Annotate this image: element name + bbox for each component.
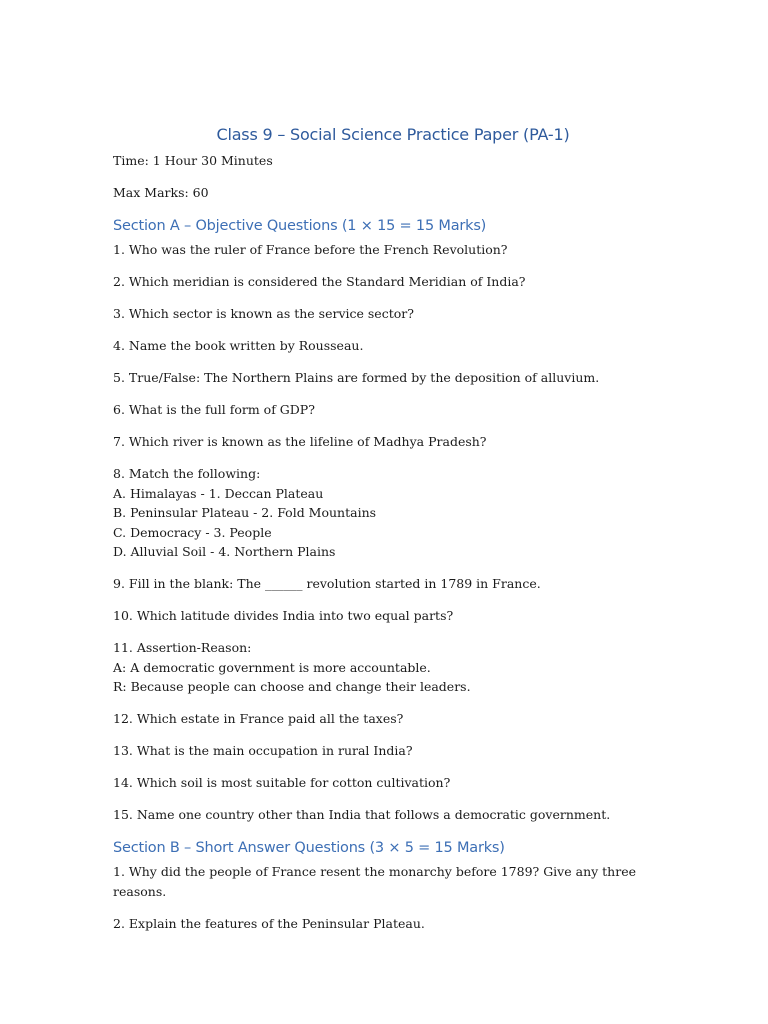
question-b1: 1. Why did the people of France resent the monarchy before 1789? Give any three reasons.: [113, 864, 636, 899]
question-a1: 1. Who was the ruler of France before the French Revolution?: [113, 242, 508, 257]
reason-statement: R: Because people can choose and change their leaders.: [113, 679, 471, 694]
question-a13: 13. What is the main occupation in rural India?: [113, 743, 413, 758]
paper-time: Time: 1 Hour 30 Minutes: [113, 153, 273, 168]
match-item-c: C. Democracy - 3. People: [113, 524, 272, 540]
question-a10: 10. Which latitude divides India into two equal parts?: [113, 608, 454, 623]
question-a12: 12. Which estate in France paid all the taxes?: [113, 711, 404, 726]
question-a3: 3. Which sector is known as the service sector?: [113, 306, 414, 321]
document-content: [113, 123, 673, 946]
question-a2: 2. Which meridian is considered the Standard Meridian of India?: [113, 274, 526, 289]
match-item-a: A. Himalayas - 1. Deccan Plateau: [113, 485, 324, 501]
paper-max-marks: Max Marks: 60: [113, 185, 209, 200]
assertion-prompt: 11. Assertion-Reason:: [113, 640, 252, 655]
match-item-d: D. Alluvial Soil - 4. Northern Plains: [113, 544, 336, 559]
assertion-statement: A: A democratic government is more accountable.: [113, 659, 431, 675]
section-a-heading: Section A – Objective Questions (1 × 15 = 15 Marks): [113, 218, 487, 234]
question-a15: 15. Name one country other than India that follows a democratic government.: [113, 807, 611, 822]
paper-title: Class 9 – Social Science Practice Paper (PA-1): [216, 125, 570, 144]
question-b2: 2. Explain the features of the Peninsular Plateau.: [113, 915, 425, 931]
question-a6: 6. What is the full form of GDP?: [113, 402, 315, 417]
question-a11-assertion: [113, 638, 673, 697]
question-a8-match: [113, 464, 673, 562]
question-a4: 4. Name the book written by Rousseau.: [113, 338, 364, 353]
question-a5: 5. True/False: The Northern Plains are formed by the deposition of alluvium.: [113, 370, 600, 385]
match-item-b: B. Peninsular Plateau - 2. Fold Mountains: [113, 505, 377, 520]
match-prompt: 8. Match the following:: [113, 466, 261, 481]
question-a14: 14. Which soil is most suitable for cotton cultivation?: [113, 775, 451, 790]
question-a9: 9. Fill in the blank: The ______ revolution started in 1789 in France.: [113, 576, 541, 591]
section-b-heading: Section B – Short Answer Questions (3 × 5 = 15 Marks): [113, 840, 505, 856]
question-a7: 7. Which river is known as the lifeline of Madhya Pradesh?: [113, 434, 487, 449]
